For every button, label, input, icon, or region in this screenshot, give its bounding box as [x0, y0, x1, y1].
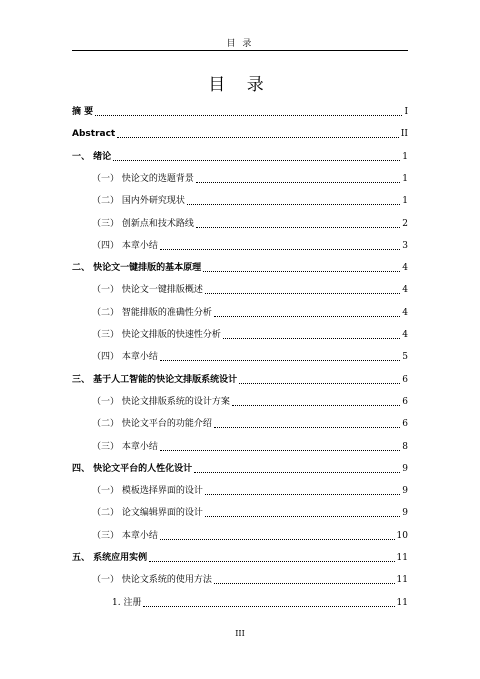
toc-entry[interactable]: [72, 214, 408, 230]
toc-entry-page: 1: [402, 151, 408, 162]
toc-entry[interactable]: [72, 437, 408, 453]
toc-entry-label: （一） 模板选择界面的设计: [92, 486, 203, 497]
dot-leader: [160, 539, 395, 540]
toc-entry-page: 1: [402, 196, 408, 207]
toc-entry-page: 3: [402, 240, 408, 251]
toc-entry-page: 4: [402, 263, 408, 274]
dot-leader: [143, 606, 394, 607]
toc-entry-label: Abstract: [72, 129, 116, 140]
toc-entry-label: 1. 注册: [112, 597, 142, 608]
toc-entry[interactable]: [72, 236, 408, 252]
toc-entry[interactable]: [72, 526, 408, 542]
toc-entry-page: 6: [402, 374, 408, 385]
toc-entry[interactable]: [72, 258, 408, 274]
dot-leader: [187, 204, 400, 205]
toc-entry-label: 五、 系统应用实例: [72, 553, 148, 563]
toc-entry[interactable]: [72, 169, 408, 185]
toc-entry-label: 四、 快论文平台的人性化设计: [72, 463, 193, 474]
dot-leader: [149, 561, 394, 562]
toc-entry[interactable]: [72, 392, 408, 408]
toc-entry-page: 6: [402, 419, 408, 430]
toc-entry-label: （二） 国内外研究现状: [92, 196, 185, 207]
toc-entry-label: （三） 创新点和技术路线: [92, 218, 194, 229]
dot-leader: [214, 583, 395, 584]
toc-entry-page: 6: [402, 396, 408, 407]
toc-entry-label: 摘 要: [72, 107, 94, 117]
dot-leader: [205, 293, 400, 294]
toc-entry-page: 4: [402, 330, 408, 340]
toc-entry-page: 11: [396, 553, 408, 563]
dot-leader: [194, 472, 400, 473]
toc-entry-label: 三、 基于人工智能的快论文排版系统设计: [72, 374, 238, 385]
toc-entry-label: （三） 本章小结: [92, 441, 158, 452]
toc-entry-page: I: [404, 107, 408, 117]
dot-leader: [196, 182, 400, 183]
toc-entry[interactable]: [72, 414, 408, 430]
dot-leader: [214, 316, 400, 317]
dot-leader: [232, 405, 400, 406]
toc-entry-label: 一、 绪论: [72, 151, 112, 162]
toc-entry-page: 10: [396, 530, 408, 541]
toc-entry-page: 8: [402, 441, 408, 452]
toc-entry[interactable]: [72, 325, 408, 341]
toc-entry-page: 9: [402, 463, 408, 474]
dot-leader: [214, 427, 400, 428]
dot-leader: [205, 494, 400, 495]
toc-entry-label: （三） 快论文排版的快速性分析: [92, 330, 221, 340]
toc-entry-label: （二） 论文编辑界面的设计: [92, 508, 203, 519]
toc-entry-page: 1: [402, 173, 408, 184]
toc-entry-page: 11: [396, 575, 408, 586]
toc-entry-page: 11: [396, 597, 408, 608]
dot-leader: [113, 160, 400, 161]
toc-entry[interactable]: [72, 593, 408, 609]
toc-entry[interactable]: [72, 459, 408, 475]
toc-entry[interactable]: [72, 124, 408, 140]
toc-entry[interactable]: [72, 370, 408, 386]
toc-entry[interactable]: [72, 191, 408, 207]
dot-leader: [95, 115, 402, 116]
toc-entry[interactable]: [72, 503, 408, 519]
toc-entry-label: （一） 快论文一键排版概述: [92, 285, 203, 296]
toc-entry-label: （四） 本章小结: [92, 240, 158, 251]
toc-entry-page: 4: [402, 307, 408, 318]
toc-entry-label: （四） 本章小结: [92, 352, 158, 363]
toc-entry-label: 二、 快论文一键排版的基本原理: [72, 263, 202, 274]
toc-entry-label: （一） 快论文系统的使用方法: [92, 575, 212, 586]
toc-entry[interactable]: [72, 280, 408, 296]
dot-leader: [160, 249, 400, 250]
dot-leader: [160, 450, 400, 451]
dot-leader: [160, 360, 400, 361]
toc-entry[interactable]: [72, 347, 408, 363]
toc-entry-page: 2: [402, 218, 408, 229]
toc-entry-page: II: [400, 129, 408, 140]
toc-entry-label: （二） 快论文平台的功能介绍: [92, 419, 212, 430]
toc-entry-page: 9: [402, 486, 408, 497]
dot-leader: [205, 516, 400, 517]
toc-entry[interactable]: [72, 570, 408, 586]
dot-leader: [239, 383, 400, 384]
dot-leader: [223, 338, 400, 339]
dot-leader: [196, 227, 400, 228]
dot-leader: [203, 271, 400, 272]
toc-entry-label: （一） 快论文的选题背景: [92, 173, 194, 184]
toc-entry[interactable]: [72, 303, 408, 319]
toc-entry-page: 5: [402, 352, 408, 363]
toc-entry[interactable]: [72, 548, 408, 564]
page-number: III: [235, 629, 245, 638]
toc-title: 目 录: [208, 75, 272, 95]
toc-entry[interactable]: [72, 147, 408, 163]
toc-entry-label: （一） 快论文排版系统的设计方案: [92, 396, 230, 407]
header-rule: [72, 50, 408, 51]
toc-entry[interactable]: [72, 102, 408, 118]
toc-entry-page: 9: [402, 508, 408, 519]
dot-leader: [117, 137, 399, 138]
toc-entry-label: （二） 智能排版的准确性分析: [92, 307, 212, 318]
toc-entry-page: 4: [402, 285, 408, 296]
toc-entry-label: （三） 本章小结: [92, 530, 158, 541]
running-header: 目 录: [226, 39, 254, 49]
toc-entry[interactable]: [72, 481, 408, 497]
